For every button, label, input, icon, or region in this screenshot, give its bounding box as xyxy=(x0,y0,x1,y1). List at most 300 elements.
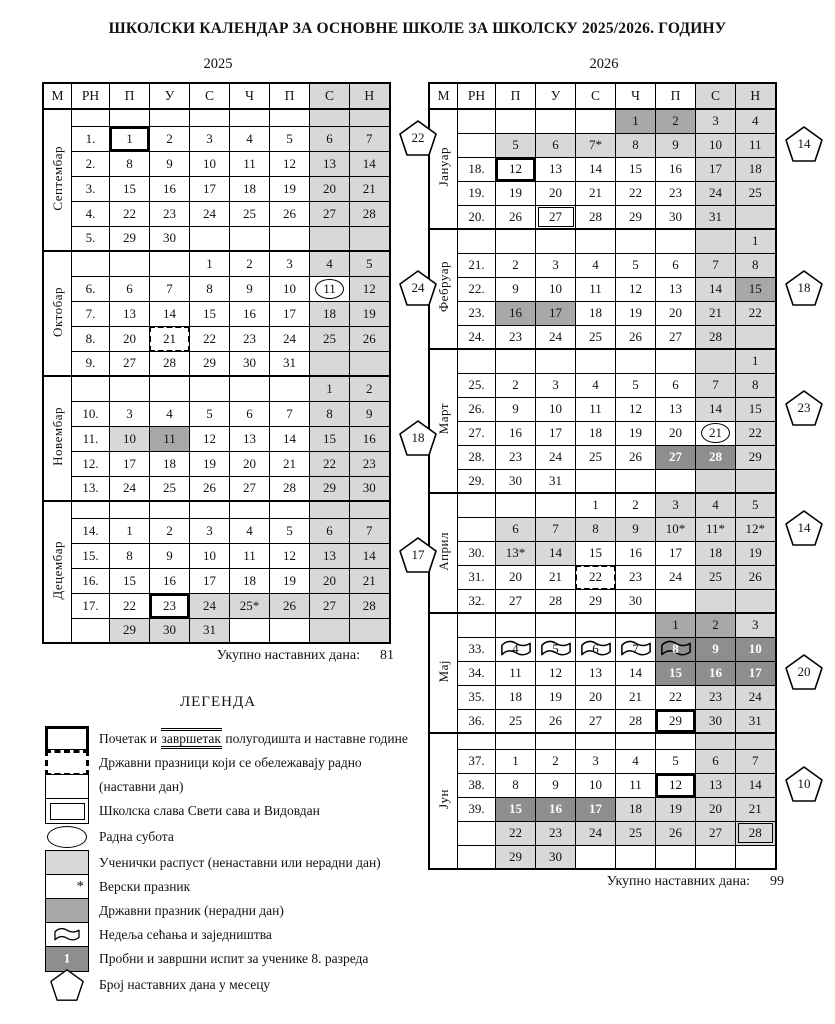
day-cell: 19 xyxy=(736,541,776,565)
day-cell xyxy=(696,589,736,613)
day-cell: 12 xyxy=(270,543,310,568)
ellipse-symbol xyxy=(45,824,89,850)
day-cell: 10 xyxy=(536,277,576,301)
day-cell: 7 xyxy=(536,517,576,541)
day-cell: 13 xyxy=(656,397,696,421)
day-cell: 13 xyxy=(536,157,576,181)
day-cell: 30 xyxy=(696,709,736,733)
day-cell xyxy=(310,226,350,251)
day-cell: 26 xyxy=(270,201,310,226)
day-cell: 19 xyxy=(270,568,310,593)
week-number-cell: 27. xyxy=(458,421,496,445)
day-cell: 24 xyxy=(656,565,696,589)
day-cell xyxy=(736,733,776,749)
day-cell: 18 xyxy=(696,541,736,565)
week-number-cell: 15. xyxy=(72,543,110,568)
day-cell: 22 xyxy=(576,565,616,589)
day-cell: 14 xyxy=(270,426,310,451)
legend-text: Државни празник (нерадни дан) xyxy=(99,903,284,918)
day-cell: 9 xyxy=(230,276,270,301)
calendar-2026 xyxy=(428,82,777,870)
legend-item xyxy=(45,850,430,876)
day-cell xyxy=(536,229,576,253)
day-cell: 22 xyxy=(656,685,696,709)
day-cell xyxy=(616,229,656,253)
legend-text: Верски празник xyxy=(99,879,191,894)
day-cell xyxy=(270,376,310,401)
teaching-days-count: 14 xyxy=(797,136,811,151)
day-cell: 24 xyxy=(190,593,230,618)
teaching-days-pentagon xyxy=(784,269,824,307)
teaching-days-pentagon xyxy=(784,509,824,547)
day-cell: 26 xyxy=(616,325,656,349)
week-number-cell: 23. xyxy=(458,301,496,325)
day-cell: 17 xyxy=(656,541,696,565)
column-header: Н xyxy=(350,83,390,109)
day-cell: 9 xyxy=(150,543,190,568)
day-cell xyxy=(536,733,576,749)
week-number-cell: 4. xyxy=(72,201,110,226)
teaching-days-pentagon xyxy=(398,119,438,157)
month-label: Новембар xyxy=(50,407,65,466)
day-cell: 5 xyxy=(350,251,390,276)
day-cell: 20 xyxy=(656,421,696,445)
month-label: Април xyxy=(436,531,451,571)
day-cell: 24 xyxy=(190,201,230,226)
day-cell: 15 xyxy=(656,661,696,685)
teaching-days-pentagon xyxy=(784,389,824,427)
day-cell xyxy=(696,229,736,253)
day-cell: 30 xyxy=(230,351,270,376)
day-cell: 12 xyxy=(350,276,390,301)
day-cell xyxy=(616,637,656,661)
day-cell: 8 xyxy=(616,133,656,157)
day-cell: 4 xyxy=(310,251,350,276)
day-cell: 19 xyxy=(350,301,390,326)
week-number-cell xyxy=(458,133,496,157)
day-cell: 29 xyxy=(616,205,656,229)
legend-text-part: Почетак и xyxy=(99,731,161,746)
day-cell: 18 xyxy=(150,451,190,476)
day-cell: 14 xyxy=(696,397,736,421)
day-cell xyxy=(110,251,150,276)
day-cell: 15 xyxy=(736,397,776,421)
day-cell: 2 xyxy=(656,109,696,133)
week-number-cell: 34. xyxy=(458,661,496,685)
day-cell: 20 xyxy=(696,797,736,821)
day-cell: 21 xyxy=(736,797,776,821)
day-cell: 30 xyxy=(496,469,536,493)
day-cell: 18 xyxy=(616,797,656,821)
day-cell: 26 xyxy=(190,476,230,501)
teaching-days-count: 22 xyxy=(411,129,425,145)
calendar-2025 xyxy=(42,82,391,644)
week-number-cell: 35. xyxy=(458,685,496,709)
day-cell: 9 xyxy=(656,133,696,157)
day-cell: 4 xyxy=(150,401,190,426)
day-cell: 23 xyxy=(616,565,656,589)
column-header: П xyxy=(656,83,696,109)
legend-text: Ученички распуст (ненаставни или нерадни дан) xyxy=(99,855,381,870)
day-cell: 25 xyxy=(496,709,536,733)
teaching-days-pentagon xyxy=(784,653,824,691)
day-cell: 13 xyxy=(230,426,270,451)
day-cell: 1 xyxy=(110,518,150,543)
teaching-days-count: 18 xyxy=(797,280,811,295)
day-cell xyxy=(190,226,230,251)
week-number-cell xyxy=(458,613,496,637)
day-cell: 13 xyxy=(310,151,350,176)
day-cell: 8 xyxy=(496,773,536,797)
day-cell: 27 xyxy=(230,476,270,501)
legend-item xyxy=(45,898,430,924)
month-label: Фебруар xyxy=(436,261,451,313)
day-cell: 26 xyxy=(270,593,310,618)
week-number-cell: 3. xyxy=(72,176,110,201)
legend-item xyxy=(45,922,430,948)
day-cell: 15 xyxy=(110,176,150,201)
week-number-cell: 6. xyxy=(72,276,110,301)
day-cell xyxy=(150,251,190,276)
day-cell: 20 xyxy=(496,565,536,589)
asterisk-icon: * xyxy=(76,878,84,895)
day-cell: 15 xyxy=(310,426,350,451)
plain-box-symbol xyxy=(45,774,89,800)
day-cell: 15 xyxy=(736,277,776,301)
day-cell: 23 xyxy=(696,685,736,709)
column-header: П xyxy=(110,83,150,109)
day-cell: 14 xyxy=(576,157,616,181)
day-cell: 21 xyxy=(536,565,576,589)
day-cell: 7 xyxy=(696,253,736,277)
day-cell: 27 xyxy=(310,201,350,226)
day-cell: 30 xyxy=(150,226,190,251)
week-number-cell xyxy=(72,501,110,518)
day-cell: 10* xyxy=(656,517,696,541)
day-cell xyxy=(656,637,696,661)
day-cell: 10 xyxy=(110,426,150,451)
day-cell: 16 xyxy=(150,176,190,201)
week-number-cell xyxy=(458,493,496,517)
day-cell: 18 xyxy=(496,685,536,709)
double-box-symbol xyxy=(45,798,89,824)
day-cell: 25 xyxy=(150,476,190,501)
day-cell xyxy=(536,637,576,661)
week-number-cell xyxy=(458,733,496,749)
month-label: Октобар xyxy=(50,286,65,337)
day-cell: 25 xyxy=(576,445,616,469)
day-cell: 31 xyxy=(190,618,230,643)
day-cell: 29 xyxy=(576,589,616,613)
day-cell: 12 xyxy=(656,773,696,797)
day-cell: 2 xyxy=(150,518,190,543)
day-cell: 25 xyxy=(310,326,350,351)
day-cell: 31 xyxy=(270,351,310,376)
double-box-inner xyxy=(50,803,85,820)
page-title: ШКОЛСКИ КАЛЕНДАР ЗА ОСНОВНЕ ШКОЛЕ ЗА ШКОЛСКУ 2025/2026. ГОДИНУ xyxy=(108,20,727,37)
pentagon-icon xyxy=(49,968,85,1002)
day-cell: 15 xyxy=(576,541,616,565)
light-box-symbol xyxy=(45,850,89,876)
day-cell: 19 xyxy=(656,797,696,821)
week-number-cell xyxy=(72,109,110,126)
day-cell: 1 xyxy=(110,126,150,151)
day-cell xyxy=(656,589,696,613)
day-cell: 16 xyxy=(696,661,736,685)
week-number-cell: 21. xyxy=(458,253,496,277)
day-cell: 16 xyxy=(230,301,270,326)
day-cell: 25* xyxy=(230,593,270,618)
legend-item xyxy=(45,824,430,850)
day-cell xyxy=(616,733,656,749)
day-cell: 3 xyxy=(536,253,576,277)
day-cell: 31 xyxy=(696,205,736,229)
week-number-cell: 8. xyxy=(72,326,110,351)
legend-item xyxy=(45,946,430,972)
flag-box-symbol xyxy=(45,922,89,948)
day-cell: 30 xyxy=(350,476,390,501)
month-label: Јануар xyxy=(436,147,451,187)
legend-text: Пробни и завршни испит за ученике 8. разреда xyxy=(99,951,369,966)
day-cell xyxy=(110,501,150,518)
day-cell: 1 xyxy=(310,376,350,401)
day-cell xyxy=(696,469,736,493)
legend-item xyxy=(45,774,430,800)
day-cell: 3 xyxy=(190,518,230,543)
day-cell xyxy=(576,469,616,493)
day-cell: 26 xyxy=(496,205,536,229)
day-cell: 2 xyxy=(150,126,190,151)
day-cell: 1 xyxy=(190,251,230,276)
day-cell: 8 xyxy=(190,276,230,301)
day-cell: 1 xyxy=(656,613,696,637)
day-cell: 17 xyxy=(536,301,576,325)
column-header: М xyxy=(429,83,458,109)
column-header: РН xyxy=(72,83,110,109)
week-number-cell xyxy=(72,376,110,401)
week-number-cell xyxy=(458,349,496,373)
day-cell: 27 xyxy=(496,589,536,613)
day-cell xyxy=(536,109,576,133)
day-cell: 19 xyxy=(496,181,536,205)
day-cell: 5 xyxy=(656,749,696,773)
day-cell: 30 xyxy=(150,618,190,643)
day-cell: 5 xyxy=(270,518,310,543)
day-cell xyxy=(536,613,576,637)
day-cell: 2 xyxy=(230,251,270,276)
legend-item xyxy=(45,874,430,900)
day-number: 6 xyxy=(592,641,599,656)
week-number-cell xyxy=(458,229,496,253)
day-cell: 16 xyxy=(496,301,536,325)
day-cell: 26 xyxy=(616,445,656,469)
day-cell xyxy=(190,109,230,126)
calendar-table-2025 xyxy=(42,82,391,644)
star-box-symbol xyxy=(45,874,89,900)
day-cell: 6 xyxy=(110,276,150,301)
day-cell: 18 xyxy=(576,421,616,445)
day-cell: 10 xyxy=(270,276,310,301)
teaching-days-pentagon xyxy=(398,269,438,307)
week-number-cell: 29. xyxy=(458,469,496,493)
day-cell xyxy=(616,845,656,869)
total-teaching-days-2026 xyxy=(428,874,784,890)
day-cell xyxy=(496,229,536,253)
legend-title: ЛЕГЕНДА xyxy=(179,694,257,710)
day-cell: 17 xyxy=(536,421,576,445)
day-cell: 22 xyxy=(190,326,230,351)
day-cell: 22 xyxy=(736,301,776,325)
day-cell: 7* xyxy=(576,133,616,157)
day-cell: 27 xyxy=(576,709,616,733)
day-cell xyxy=(656,845,696,869)
column-header: Ч xyxy=(616,83,656,109)
week-number-cell xyxy=(458,517,496,541)
day-cell xyxy=(230,376,270,401)
day-cell xyxy=(496,637,536,661)
day-cell: 4 xyxy=(616,749,656,773)
day-cell: 2 xyxy=(496,253,536,277)
day-cell: 16 xyxy=(536,797,576,821)
day-cell: 6 xyxy=(656,253,696,277)
day-cell: 18 xyxy=(576,301,616,325)
week-number-cell: 33. xyxy=(458,637,496,661)
day-cell xyxy=(310,501,350,518)
day-cell xyxy=(270,618,310,643)
week-number-cell: 9. xyxy=(72,351,110,376)
day-cell xyxy=(230,501,270,518)
week-number-cell: 11. xyxy=(72,426,110,451)
day-cell: 13 xyxy=(656,277,696,301)
flag-icon xyxy=(52,927,82,943)
day-cell: 16 xyxy=(350,426,390,451)
day-cell xyxy=(110,376,150,401)
day-cell: 13 xyxy=(576,661,616,685)
day-cell: 30 xyxy=(536,845,576,869)
day-cell: 4 xyxy=(576,253,616,277)
day-cell: 18 xyxy=(310,301,350,326)
day-cell: 5 xyxy=(616,373,656,397)
day-cell: 28 xyxy=(536,589,576,613)
day-cell: 7 xyxy=(350,126,390,151)
day-cell: 21 xyxy=(350,568,390,593)
legend-text: Недеља сећања и заједништва xyxy=(99,927,272,942)
day-cell: 31 xyxy=(536,469,576,493)
day-cell: 14 xyxy=(696,277,736,301)
day-cell xyxy=(310,276,350,301)
day-cell: 24 xyxy=(110,476,150,501)
day-cell xyxy=(150,109,190,126)
day-cell: 29 xyxy=(110,618,150,643)
year-label-2026: 2026 xyxy=(589,56,619,72)
day-cell: 8 xyxy=(736,373,776,397)
column-header: С xyxy=(190,83,230,109)
week-number-cell: 2. xyxy=(72,151,110,176)
day-cell: 3 xyxy=(576,749,616,773)
day-cell: 8 xyxy=(110,543,150,568)
day-cell xyxy=(150,501,190,518)
day-number: 5 xyxy=(552,641,559,656)
week-number-cell xyxy=(458,821,496,845)
week-number-cell: 12. xyxy=(72,451,110,476)
day-cell: 21 xyxy=(150,326,190,351)
day-cell: 11* xyxy=(696,517,736,541)
day-cell: 24 xyxy=(536,325,576,349)
day-cell: 11 xyxy=(230,151,270,176)
day-cell: 13* xyxy=(496,541,536,565)
day-cell: 4 xyxy=(230,126,270,151)
total-value: 81 xyxy=(380,648,394,663)
day-cell xyxy=(736,325,776,349)
column-header: М xyxy=(43,83,72,109)
day-cell: 22 xyxy=(110,201,150,226)
day-cell: 24 xyxy=(576,821,616,845)
day-cell xyxy=(350,109,390,126)
total-value: 99 xyxy=(770,874,784,889)
day-cell: 23 xyxy=(656,181,696,205)
day-cell: 2 xyxy=(496,373,536,397)
day-cell: 21 xyxy=(270,451,310,476)
week-number-cell xyxy=(72,251,110,276)
week-number-cell: 25. xyxy=(458,373,496,397)
day-cell xyxy=(696,349,736,373)
day-cell: 8 xyxy=(310,401,350,426)
day-cell: 16 xyxy=(616,541,656,565)
month-label: Јун xyxy=(436,788,451,810)
day-cell: 16 xyxy=(496,421,536,445)
day-cell: 25 xyxy=(696,565,736,589)
week-number-cell: 38. xyxy=(458,773,496,797)
day-cell: 29 xyxy=(190,351,230,376)
day-cell xyxy=(576,845,616,869)
day-cell: 3 xyxy=(536,373,576,397)
day-cell: 9 xyxy=(150,151,190,176)
day-cell: 9 xyxy=(496,277,536,301)
day-cell: 14 xyxy=(350,543,390,568)
exam-day-number: 1 xyxy=(63,950,71,966)
day-cell: 4 xyxy=(736,109,776,133)
day-cell: 27 xyxy=(656,445,696,469)
day-cell: 22 xyxy=(110,593,150,618)
day-cell xyxy=(576,229,616,253)
day-cell: 23 xyxy=(496,325,536,349)
working-saturday-circle: 21 xyxy=(701,423,730,443)
day-cell: 4 xyxy=(230,518,270,543)
day-cell: 1 xyxy=(736,229,776,253)
legend-text: (наставни дан) xyxy=(99,779,184,794)
day-cell: 17 xyxy=(270,301,310,326)
week-number-cell xyxy=(458,845,496,869)
day-cell: 29 xyxy=(110,226,150,251)
teaching-days-count: 10 xyxy=(797,776,811,791)
day-cell: 12 xyxy=(496,157,536,181)
day-cell: 29 xyxy=(736,445,776,469)
day-cell xyxy=(576,637,616,661)
day-cell: 28 xyxy=(616,709,656,733)
day-cell: 17 xyxy=(190,568,230,593)
day-cell: 16 xyxy=(656,157,696,181)
week-number-cell: 10. xyxy=(72,401,110,426)
day-cell: 27 xyxy=(310,593,350,618)
legend-item xyxy=(45,726,430,752)
day-cell: 23 xyxy=(496,445,536,469)
day-cell xyxy=(536,349,576,373)
day-cell: 8 xyxy=(736,253,776,277)
day-cell: 20 xyxy=(310,568,350,593)
day-cell: 4 xyxy=(576,373,616,397)
day-cell: 29 xyxy=(656,709,696,733)
day-cell: 9 xyxy=(696,637,736,661)
